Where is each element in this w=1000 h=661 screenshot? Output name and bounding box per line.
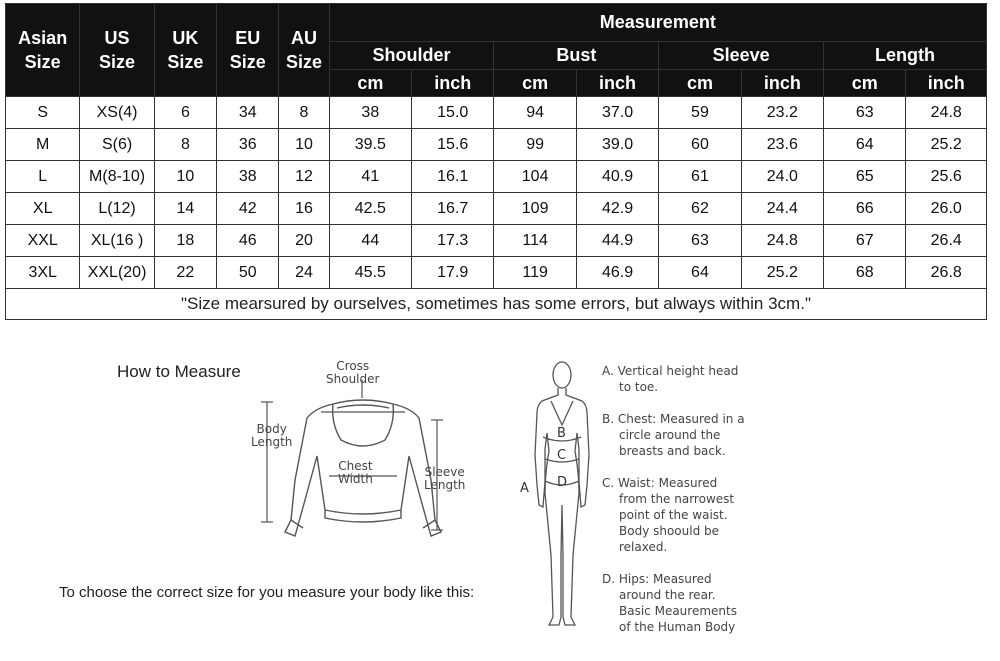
table-cell: 8 bbox=[279, 97, 329, 129]
header-shoulder: Shoulder bbox=[329, 42, 494, 70]
table-cell: 64 bbox=[824, 129, 906, 161]
table-row bbox=[6, 129, 987, 161]
table-cell: 26.0 bbox=[906, 193, 987, 225]
table-cell: 46.9 bbox=[576, 257, 658, 289]
sleeve-length-label: Sleeve Length bbox=[424, 465, 466, 492]
table-cell: 3XL bbox=[6, 257, 80, 289]
table-cell: 23.2 bbox=[741, 97, 823, 129]
table-cell: M(8-10) bbox=[80, 161, 154, 193]
figure-letter-b: B bbox=[557, 426, 566, 441]
header-measurement: Measurement bbox=[329, 4, 986, 42]
header-unit-inch: inch bbox=[576, 70, 658, 97]
note-item: D. Hips: Measured around the rear. Basic Meaurements of the Human Body bbox=[602, 572, 737, 634]
table-cell: 59 bbox=[659, 97, 741, 129]
table-row bbox=[6, 161, 987, 193]
table-cell: M bbox=[6, 129, 80, 161]
choose-size-instruction: To choose the correct size for you measure your body like this: bbox=[59, 584, 475, 601]
table-cell: 38 bbox=[217, 161, 279, 193]
body-figure bbox=[515, 355, 605, 645]
table-cell: 24.8 bbox=[906, 97, 987, 129]
table-cell: 16.1 bbox=[412, 161, 494, 193]
table-cell: 63 bbox=[824, 97, 906, 129]
table-cell: 22 bbox=[154, 257, 216, 289]
body-length-label: Body Length bbox=[251, 422, 293, 449]
table-row bbox=[6, 193, 987, 225]
table-cell: 45.5 bbox=[329, 257, 411, 289]
how-to-measure-title: How to Measure bbox=[117, 362, 241, 381]
table-cell: 23.6 bbox=[741, 129, 823, 161]
table-cell: 24.4 bbox=[741, 193, 823, 225]
table-cell: 39.0 bbox=[576, 129, 658, 161]
table-cell: L(12) bbox=[80, 193, 154, 225]
size-table-body bbox=[6, 97, 987, 289]
header-unit-inch: inch bbox=[412, 70, 494, 97]
table-cell: 17.9 bbox=[412, 257, 494, 289]
header-uk-size: UK Size bbox=[154, 4, 216, 97]
table-cell: XL(16 ) bbox=[80, 225, 154, 257]
table-cell: 42 bbox=[217, 193, 279, 225]
header-unit-inch: inch bbox=[906, 70, 987, 97]
table-row bbox=[6, 97, 987, 129]
table-cell: 40.9 bbox=[576, 161, 658, 193]
table-cell: 94 bbox=[494, 97, 576, 129]
chest-width-label: Chest Width bbox=[338, 459, 373, 486]
cross-shoulder-label: Cross Shoulder bbox=[326, 359, 380, 386]
table-cell: 25.6 bbox=[906, 161, 987, 193]
table-cell: 14 bbox=[154, 193, 216, 225]
note-item: B. Chest: Measured in a circle around the breasts and back. bbox=[602, 412, 745, 458]
table-cell: 34 bbox=[217, 97, 279, 129]
table-cell: 26.8 bbox=[906, 257, 987, 289]
table-cell: 16.7 bbox=[412, 193, 494, 225]
table-cell: 68 bbox=[824, 257, 906, 289]
table-cell: 24.0 bbox=[741, 161, 823, 193]
table-cell: 119 bbox=[494, 257, 576, 289]
table-cell: 25.2 bbox=[741, 257, 823, 289]
table-cell: 24.8 bbox=[741, 225, 823, 257]
table-cell: 15.0 bbox=[412, 97, 494, 129]
table-cell: 12 bbox=[279, 161, 329, 193]
table-cell: 61 bbox=[659, 161, 741, 193]
header-unit-cm: cm bbox=[824, 70, 906, 97]
table-cell: 17.3 bbox=[412, 225, 494, 257]
table-cell: 39.5 bbox=[329, 129, 411, 161]
table-cell: 46 bbox=[217, 225, 279, 257]
size-chart-table bbox=[5, 3, 987, 320]
table-cell: 65 bbox=[824, 161, 906, 193]
header-unit-cm: cm bbox=[494, 70, 576, 97]
table-cell: 24 bbox=[279, 257, 329, 289]
table-cell: 10 bbox=[154, 161, 216, 193]
header-unit-inch: inch bbox=[741, 70, 823, 97]
table-cell: 16 bbox=[279, 193, 329, 225]
table-row bbox=[6, 225, 987, 257]
table-cell: 36 bbox=[217, 129, 279, 161]
table-cell: 15.6 bbox=[412, 129, 494, 161]
table-cell: 64 bbox=[659, 257, 741, 289]
figure-letter-a: A bbox=[520, 481, 529, 496]
table-cell: 42.9 bbox=[576, 193, 658, 225]
table-cell: 60 bbox=[659, 129, 741, 161]
table-cell: 26.4 bbox=[906, 225, 987, 257]
table-cell: 44 bbox=[329, 225, 411, 257]
header-unit-cm: cm bbox=[329, 70, 411, 97]
header-unit-cm: cm bbox=[659, 70, 741, 97]
header-us-size: US Size bbox=[80, 4, 154, 97]
table-cell: 18 bbox=[154, 225, 216, 257]
table-cell: 25.2 bbox=[906, 129, 987, 161]
header-sleeve: Sleeve bbox=[659, 42, 824, 70]
table-cell: 50 bbox=[217, 257, 279, 289]
figure-letter-c: C bbox=[557, 448, 567, 463]
figure-letter-d: D bbox=[557, 475, 568, 490]
table-cell: XXL(20) bbox=[80, 257, 154, 289]
table-cell: 62 bbox=[659, 193, 741, 225]
table-cell: 42.5 bbox=[329, 193, 411, 225]
header-bust: Bust bbox=[494, 42, 659, 70]
header-au-size: AU Size bbox=[279, 4, 329, 97]
note-item: C. Waist: Measured from the narrowest point of the waist. Body shoould be relaxed. bbox=[602, 476, 735, 554]
table-cell: 20 bbox=[279, 225, 329, 257]
table-cell: 63 bbox=[659, 225, 741, 257]
table-cell: XXL bbox=[6, 225, 80, 257]
table-row bbox=[6, 257, 987, 289]
table-cell: 10 bbox=[279, 129, 329, 161]
table-cell: S(6) bbox=[80, 129, 154, 161]
table-cell: L bbox=[6, 161, 80, 193]
table-cell: 67 bbox=[824, 225, 906, 257]
table-cell: 66 bbox=[824, 193, 906, 225]
table-cell: XS(4) bbox=[80, 97, 154, 129]
table-cell: 38 bbox=[329, 97, 411, 129]
table-cell: 99 bbox=[494, 129, 576, 161]
measurement-note: "Size mearsured by ourselves, sometimes has some errors, but always within 3cm." bbox=[6, 289, 987, 320]
table-cell: 104 bbox=[494, 161, 576, 193]
table-cell: 114 bbox=[494, 225, 576, 257]
header-length: Length bbox=[824, 42, 987, 70]
table-cell: XL bbox=[6, 193, 80, 225]
table-cell: 44.9 bbox=[576, 225, 658, 257]
table-cell: 41 bbox=[329, 161, 411, 193]
note-item: A. Vertical height head to toe. bbox=[602, 364, 739, 394]
table-cell: 109 bbox=[494, 193, 576, 225]
body-measure-notes bbox=[602, 363, 772, 651]
table-cell: 37.0 bbox=[576, 97, 658, 129]
table-cell: 8 bbox=[154, 129, 216, 161]
header-asian-size: Asian Size bbox=[6, 4, 80, 97]
table-cell: S bbox=[6, 97, 80, 129]
table-cell: 6 bbox=[154, 97, 216, 129]
header-eu-size: EU Size bbox=[217, 4, 279, 97]
